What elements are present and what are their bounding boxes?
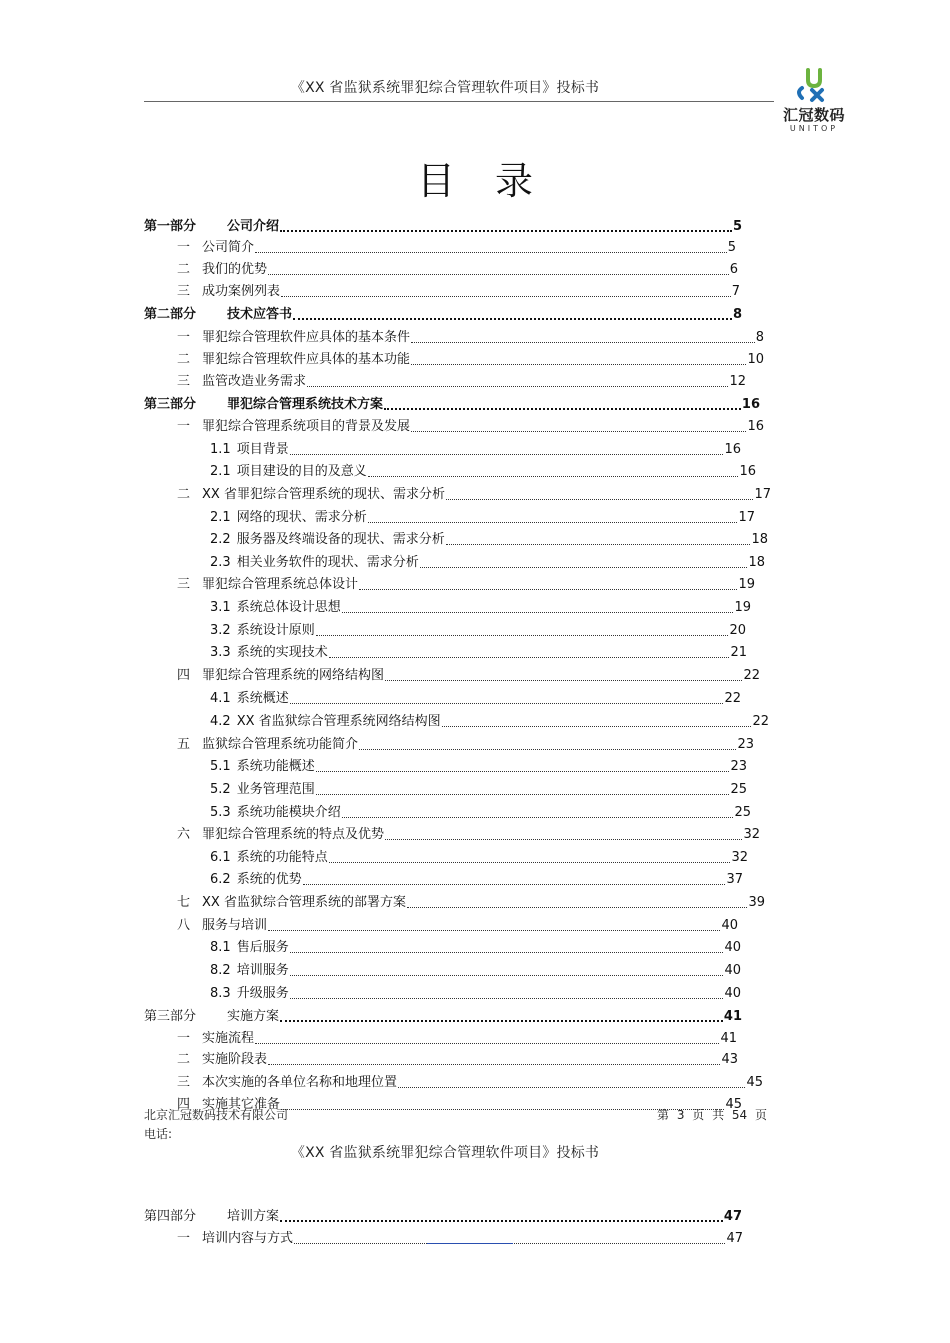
toc-entry-page: 37 bbox=[726, 872, 743, 887]
toc-entry[interactable] bbox=[177, 735, 754, 753]
toc-entry-number: 二 bbox=[177, 1052, 191, 1067]
toc-entry-title: 罪犯综合管理系统总体设计 bbox=[202, 577, 359, 592]
toc-entry[interactable] bbox=[177, 1050, 738, 1068]
toc-entry[interactable] bbox=[210, 757, 747, 775]
toc-entry-page: 19 bbox=[734, 600, 751, 615]
toc-leader-dots bbox=[290, 454, 724, 455]
toc-entry-title: 系统功能模块介绍 bbox=[236, 805, 341, 820]
toc-entry-page: 40 bbox=[724, 963, 741, 978]
toc-entry-number: 一 bbox=[177, 419, 191, 434]
toc-entry[interactable] bbox=[210, 462, 756, 480]
toc-leader-dots bbox=[342, 817, 734, 818]
toc-entry-title: 本次实施的各单位名称和地理位置 bbox=[202, 1075, 398, 1090]
toc-leader-dots bbox=[290, 998, 724, 999]
toc-entry-title: XX 省罪犯综合管理系统的现状、需求分析 bbox=[202, 487, 445, 502]
toc-entry-number: 第四部分 bbox=[144, 1209, 197, 1224]
toc-entry-number: 二 bbox=[177, 262, 191, 277]
toc-entry-title: 升级服务 bbox=[236, 986, 289, 1001]
toc-entry[interactable] bbox=[177, 350, 764, 368]
toc-entry-title: XX 省监狱综合管理系统的部署方案 bbox=[202, 895, 406, 910]
toc-entry[interactable] bbox=[177, 238, 736, 256]
toc-entry-page: 40 bbox=[724, 940, 741, 955]
company-logo bbox=[778, 66, 858, 136]
toc-entry-page: 40 bbox=[724, 986, 741, 1001]
toc-entry[interactable] bbox=[177, 260, 738, 278]
toc-entry-number: 5.3 bbox=[210, 805, 231, 820]
toc-entry[interactable] bbox=[144, 1207, 742, 1225]
toc-entry-title: 培训服务 bbox=[236, 963, 289, 978]
toc-entry[interactable] bbox=[177, 485, 771, 503]
toc-entry-page: 8 bbox=[732, 307, 742, 322]
toc-entry-page: 47 bbox=[723, 1209, 742, 1224]
toc-leader-dots bbox=[368, 476, 739, 477]
toc-entry[interactable] bbox=[144, 217, 742, 235]
toc-entry-title: 技术应答书 bbox=[227, 307, 293, 322]
toc-entry[interactable] bbox=[210, 870, 743, 888]
toc-leader-dots bbox=[316, 771, 730, 772]
toc-entry[interactable] bbox=[210, 621, 746, 639]
toc-entry[interactable] bbox=[177, 372, 746, 390]
toc-entry[interactable] bbox=[177, 666, 760, 684]
toc-entry-number: 五 bbox=[177, 737, 191, 752]
toc-entry[interactable] bbox=[210, 848, 748, 866]
toc-entry-page: 10 bbox=[747, 352, 764, 367]
toc-leader-dots bbox=[255, 252, 727, 253]
toc-leader-dots bbox=[411, 431, 746, 432]
toc-entry-title: 系统的优势 bbox=[236, 872, 302, 887]
toc-leader-dots bbox=[359, 749, 736, 750]
toc-entry-page: 22 bbox=[743, 668, 760, 683]
toc-entry-number: 三 bbox=[177, 1075, 191, 1090]
toc-entry-title: 系统设计原则 bbox=[236, 623, 315, 638]
header-divider bbox=[144, 101, 774, 102]
toc-entry-number: 8.1 bbox=[210, 940, 231, 955]
toc-leader-dots bbox=[303, 884, 726, 885]
toc-leader-dots bbox=[290, 703, 724, 704]
toc-entry-number: 七 bbox=[177, 895, 191, 910]
toc-leader-dots bbox=[255, 1043, 719, 1044]
toc-entry-page: 18 bbox=[748, 555, 765, 570]
toc-entry-number: 2.2 bbox=[210, 532, 231, 547]
toc-entry-title: 售后服务 bbox=[236, 940, 289, 955]
toc-leader-dots bbox=[280, 1020, 723, 1022]
logo-chinese-name: 汇冠数码 bbox=[782, 106, 845, 124]
toc-entry[interactable] bbox=[210, 530, 768, 548]
toc-entry-title: XX 省监狱综合管理系统网络结构图 bbox=[236, 714, 441, 729]
toc-leader-dots bbox=[293, 318, 732, 320]
toc-entry-page: 5 bbox=[732, 219, 742, 234]
toc-leader-dots bbox=[398, 1087, 745, 1088]
toc-entry[interactable] bbox=[210, 553, 765, 571]
toc-entry-title: 实施阶段表 bbox=[202, 1052, 268, 1067]
toc-leader-dots bbox=[411, 342, 755, 343]
toc-entry[interactable] bbox=[210, 961, 741, 979]
toc-entry-title: 罪犯综合管理系统的特点及优势 bbox=[202, 827, 385, 842]
toc-entry-page: 12 bbox=[729, 374, 746, 389]
toc-entry-page: 32 bbox=[743, 827, 760, 842]
toc-entry-number: 5.2 bbox=[210, 782, 231, 797]
toc-entry-number: 2.1 bbox=[210, 464, 231, 479]
toc-leader-dots bbox=[329, 862, 731, 863]
toc-entry-title: 罪犯综合管理软件应具体的基本条件 bbox=[202, 330, 411, 345]
toc-entry[interactable] bbox=[210, 440, 741, 458]
toc-entry[interactable] bbox=[210, 643, 747, 661]
toc-entry[interactable] bbox=[177, 282, 740, 300]
toc-entry-title: 相关业务软件的现状、需求分析 bbox=[236, 555, 419, 570]
toc-entry-number: 八 bbox=[177, 918, 191, 933]
toc-entry[interactable] bbox=[144, 395, 760, 413]
toc-entry[interactable] bbox=[177, 893, 765, 911]
toc-entry[interactable] bbox=[210, 803, 751, 821]
toc-entry-page: 16 bbox=[747, 419, 764, 434]
toc-entry-title: 实施方案 bbox=[227, 1009, 280, 1024]
toc-entry-page: 43 bbox=[721, 1052, 738, 1067]
toc-entry[interactable] bbox=[210, 712, 769, 730]
toc-entry-number: 1.1 bbox=[210, 442, 231, 457]
toc-entry-page: 7 bbox=[731, 284, 740, 299]
toc-entry-page: 41 bbox=[720, 1031, 737, 1046]
toc-entry[interactable] bbox=[210, 598, 751, 616]
toc-entry-page: 23 bbox=[737, 737, 754, 752]
logo-english-name: UNITOP bbox=[789, 124, 839, 133]
toc-entry-title: 我们的优势 bbox=[202, 262, 268, 277]
toc-entry-number: 第三部分 bbox=[144, 1009, 197, 1024]
toc-entry-number: 3.1 bbox=[210, 600, 231, 615]
toc-leader-dots bbox=[359, 589, 737, 590]
toc-entry-page: 17 bbox=[754, 487, 771, 502]
toc-entry-title: 罪犯综合管理系统技术方案 bbox=[227, 397, 384, 412]
toc-entry-title: 监管改造业务需求 bbox=[202, 374, 307, 389]
toc-entry[interactable] bbox=[144, 305, 742, 323]
toc-entry-page: 16 bbox=[739, 464, 756, 479]
toc-entry-title: 系统概述 bbox=[236, 691, 289, 706]
toc-entry-number: 8.3 bbox=[210, 986, 231, 1001]
toc-leader-dots bbox=[280, 1220, 723, 1222]
toc-entry-title: 罪犯综合管理软件应具体的基本功能 bbox=[202, 352, 411, 367]
toc-entry-page: 40 bbox=[721, 918, 738, 933]
toc-entry-number: 三 bbox=[177, 284, 191, 299]
footer-company: 北京汇冠数码技术有限公司 bbox=[144, 1108, 289, 1122]
toc-entry-number: 一 bbox=[177, 1031, 191, 1046]
toc-leader-dots bbox=[384, 408, 741, 410]
footer-phone: 电话: bbox=[144, 1127, 173, 1141]
toc-entry-number: 4.1 bbox=[210, 691, 231, 706]
toc-entry-page: 22 bbox=[752, 714, 769, 729]
toc-entry[interactable] bbox=[177, 916, 738, 934]
toc-entry-number: 5.1 bbox=[210, 759, 231, 774]
toc-entry-title: 监狱综合管理系统功能简介 bbox=[202, 737, 359, 752]
toc-entry-number: 4.2 bbox=[210, 714, 231, 729]
toc-entry-title: 项目建设的目的及意义 bbox=[236, 464, 367, 479]
toc-entry-title: 培训方案 bbox=[227, 1209, 280, 1224]
toc-title: 目录 bbox=[416, 159, 573, 203]
toc-leader-dots bbox=[268, 1064, 720, 1065]
toc-leader-dots bbox=[316, 794, 730, 795]
toc-leader-dots bbox=[385, 839, 742, 840]
toc-entry-page: 18 bbox=[751, 532, 768, 547]
toc-entry-number: 2.3 bbox=[210, 555, 231, 570]
toc-entry-number: 二 bbox=[177, 352, 191, 367]
toc-entry-page: 45 bbox=[746, 1075, 763, 1090]
toc-entry-number: 6.1 bbox=[210, 850, 231, 865]
toc-entry-page: 17 bbox=[738, 510, 755, 525]
toc-entry-title: 罪犯综合管理系统的网络结构图 bbox=[202, 668, 385, 683]
toc-entry-title: 培训内容与方式 bbox=[202, 1231, 294, 1246]
toc-entry[interactable] bbox=[177, 1029, 737, 1047]
toc-entry-page: 41 bbox=[723, 1009, 742, 1024]
toc-entry[interactable] bbox=[177, 1073, 763, 1091]
toc-entry[interactable] bbox=[210, 689, 741, 707]
toc-entry-page: 22 bbox=[724, 691, 741, 706]
toc-entry-title: 服务与培训 bbox=[202, 918, 268, 933]
toc-entry-number: 三 bbox=[177, 374, 191, 389]
toc-entry-title: 业务管理范围 bbox=[236, 782, 315, 797]
toc-entry-page: 32 bbox=[731, 850, 748, 865]
toc-entry-number: 三 bbox=[177, 577, 191, 592]
toc-entry-title: 系统的实现技术 bbox=[236, 645, 328, 660]
toc-entry-page: 19 bbox=[738, 577, 755, 592]
toc-leader-dots bbox=[329, 657, 730, 658]
link-underline bbox=[427, 1243, 513, 1244]
toc-entry-number: 3.2 bbox=[210, 623, 231, 638]
footer-page-info: 第 3 页 共 54 页 bbox=[657, 1108, 767, 1122]
toc-leader-dots bbox=[342, 612, 734, 613]
toc-leader-dots bbox=[307, 386, 728, 387]
toc-entry-page: 23 bbox=[730, 759, 747, 774]
toc-leader-dots bbox=[407, 907, 748, 908]
toc-entry-title: 公司简介 bbox=[202, 240, 255, 255]
toc-entry-title: 系统的功能特点 bbox=[236, 850, 328, 865]
toc-entry[interactable] bbox=[210, 508, 755, 526]
toc-entry[interactable] bbox=[177, 825, 760, 843]
toc-entry-title: 项目背景 bbox=[236, 442, 289, 457]
toc-entry[interactable] bbox=[177, 1229, 743, 1247]
toc-entry-page: 21 bbox=[730, 645, 747, 660]
toc-leader-dots bbox=[268, 274, 729, 275]
toc-entry[interactable] bbox=[210, 938, 741, 956]
toc-entry-number: 第三部分 bbox=[144, 397, 197, 412]
toc-entry-number: 一 bbox=[177, 240, 191, 255]
logo-mark-icon bbox=[778, 66, 850, 104]
toc-entry-page: 5 bbox=[727, 240, 736, 255]
toc-entry-page: 6 bbox=[729, 262, 738, 277]
toc-entry-page: 20 bbox=[729, 623, 746, 638]
toc-entry[interactable] bbox=[210, 780, 747, 798]
toc-leader-dots bbox=[420, 567, 748, 568]
toc-entry[interactable] bbox=[144, 1007, 742, 1025]
toc-leader-dots bbox=[281, 296, 731, 297]
toc-entry-page: 16 bbox=[741, 397, 760, 412]
toc-entry[interactable] bbox=[177, 417, 764, 435]
toc-entry-page: 39 bbox=[748, 895, 765, 910]
toc-entry-number: 2.1 bbox=[210, 510, 231, 525]
toc-entry-title: 系统总体设计思想 bbox=[236, 600, 341, 615]
toc-entry-number: 六 bbox=[177, 827, 191, 842]
toc-leader-dots bbox=[280, 230, 732, 232]
toc-entry-title: 服务器及终端设备的现状、需求分析 bbox=[236, 532, 445, 547]
toc-entry-number: 3.3 bbox=[210, 645, 231, 660]
toc-entry-page: 25 bbox=[730, 782, 747, 797]
document-header-title: 《XX 省监狱系统罪犯综合管理软件项目》投标书 bbox=[290, 80, 600, 96]
toc-entry-page: 8 bbox=[755, 330, 764, 345]
toc-entry-number: 8.2 bbox=[210, 963, 231, 978]
toc-entry-page: 47 bbox=[726, 1231, 743, 1246]
toc-entry-number: 四 bbox=[177, 1097, 191, 1112]
toc-entry-title: 网络的现状、需求分析 bbox=[236, 510, 367, 525]
toc-entry-title: 罪犯综合管理系统项目的背景及发展 bbox=[202, 419, 411, 434]
toc-leader-dots bbox=[446, 544, 751, 545]
toc-entry-number: 一 bbox=[177, 330, 191, 345]
toc-leader-dots bbox=[316, 635, 729, 636]
toc-entry-page: 25 bbox=[734, 805, 751, 820]
toc-leader-dots bbox=[385, 680, 742, 681]
toc-entry[interactable] bbox=[177, 575, 755, 593]
toc-entry-number: 一 bbox=[177, 1231, 191, 1246]
toc-entry[interactable] bbox=[210, 984, 741, 1002]
toc-entry-title: 系统功能概述 bbox=[236, 759, 315, 774]
toc-leader-dots bbox=[446, 499, 754, 500]
toc-leader-dots bbox=[442, 726, 752, 727]
toc-entry-title: 公司介绍 bbox=[227, 219, 280, 234]
toc-entry-page: 16 bbox=[724, 442, 741, 457]
toc-leader-dots bbox=[268, 930, 720, 931]
toc-entry-number: 四 bbox=[177, 668, 191, 683]
page2-header-title: 《XX 省监狱系统罪犯综合管理软件项目》投标书 bbox=[290, 1145, 600, 1161]
toc-entry-page: 45 bbox=[725, 1097, 742, 1112]
toc-leader-dots bbox=[290, 952, 724, 953]
toc-entry-number: 第一部分 bbox=[144, 219, 197, 234]
toc-leader-dots bbox=[411, 364, 746, 365]
toc-entry-title: 实施其它准备 bbox=[202, 1097, 281, 1112]
toc-entry[interactable] bbox=[177, 328, 764, 346]
toc-entry-number: 二 bbox=[177, 487, 191, 502]
toc-entry-number: 第二部分 bbox=[144, 307, 197, 322]
toc-entry-title: 成功案例列表 bbox=[202, 284, 281, 299]
toc-leader-dots bbox=[290, 975, 724, 976]
toc-leader-dots bbox=[368, 522, 738, 523]
toc-entry-number: 6.2 bbox=[210, 872, 231, 887]
toc-entry-title: 实施流程 bbox=[202, 1031, 255, 1046]
